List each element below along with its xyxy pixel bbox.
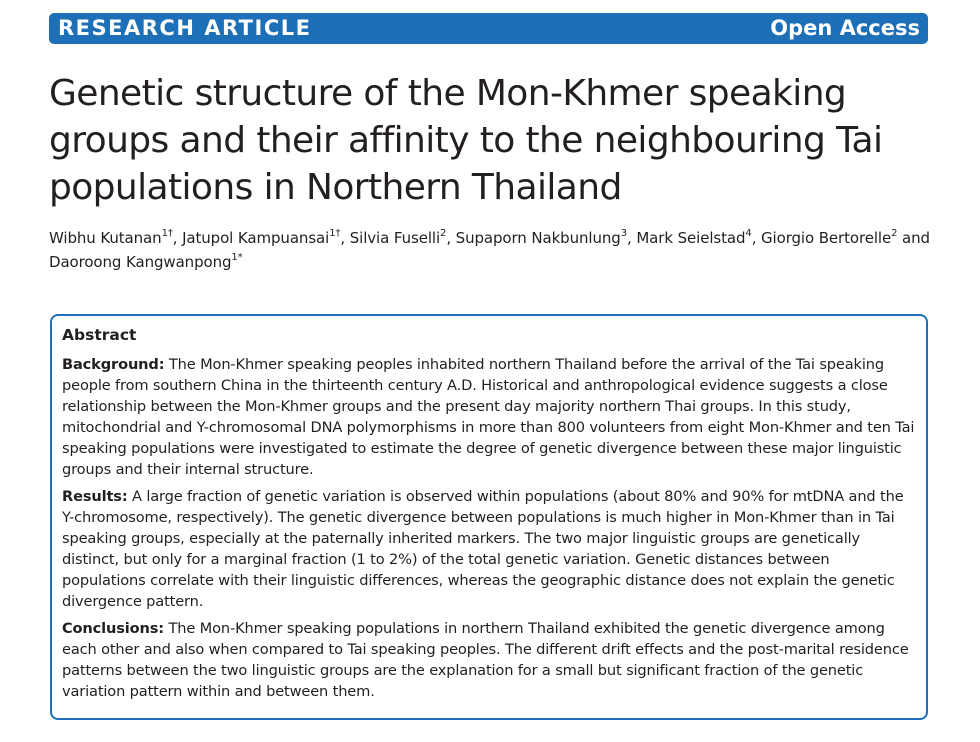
author-name: Wibhu Kutanan — [49, 229, 162, 247]
author-name: Supaporn Nakbunlung — [455, 229, 621, 247]
author[interactable] — [49, 229, 173, 247]
author-name: Giorgio Bertorelle — [761, 229, 892, 247]
author-affiliation: 2 — [440, 228, 447, 239]
author-name: Jatupol Kampuansai — [182, 229, 330, 247]
author-affiliation: 1* — [231, 252, 243, 263]
background-text: The Mon-Khmer speaking peoples inhabited northern Thailand before the arrival of the Tai speaking people from southern China in the thirteenth century A.D. Historical and anthropological evidence suggests a close relationship between the Mon-Khmer groups and the present day majority northern Thai groups. In this study, mitochondrial and Y-chromosomal DNA polymorphisms in more than 800 volunteers from eight Mon-Khmer and ten Tai speaking populations were investigated to estimate the degree of genetic divergence between these major linguistic groups and their internal structure. — [62, 356, 915, 478]
author[interactable] — [456, 229, 627, 247]
article-type-label: RESEARCH ARTICLE — [58, 16, 312, 40]
background-label: Background: — [62, 356, 165, 373]
abstract-background — [62, 354, 916, 480]
author-name: Mark Seielstad — [636, 229, 746, 247]
author-affiliation: 1† — [329, 228, 341, 239]
abstract-heading: Abstract — [62, 326, 137, 344]
results-text: A large fraction of genetic variation is observed within populations (about 80% and 90% for mtDNA and the Y-chromosome, respectively). The genetic divergence between populations is much higher in Mon-Khmer than in Tai speaking groups, especially at the paternally inherited markers. The two major linguistic groups are genetically distinct, but only for a marginal fraction (1 to 2%) of the total genetic variation. Genetic distances between populations correlate with their linguistic differences, whereas the geographic distance does not explain the genetic divergence pattern. — [62, 488, 904, 610]
author-separator: , — [446, 229, 456, 247]
article-title: Genetic structure of the Mon-Khmer speaking groups and their affinity to the neighbouring Tai populations in Northern Thailand — [49, 73, 883, 208]
author[interactable] — [49, 253, 243, 271]
author-name: Daoroong Kangwanpong — [49, 253, 232, 271]
results-label: Results: — [62, 488, 128, 505]
article-type-banner — [49, 13, 928, 44]
author-affiliation: 3 — [620, 228, 627, 239]
abstract-conclusions — [62, 618, 916, 702]
author-affiliation: 4 — [745, 228, 752, 239]
author-affiliation: 2 — [891, 228, 898, 239]
author-separator: , — [751, 229, 762, 247]
author-list — [49, 226, 934, 274]
author[interactable] — [761, 229, 897, 247]
author-separator: , — [340, 229, 350, 247]
author-separator: and — [897, 229, 930, 247]
conclusions-text: The Mon-Khmer speaking populations in northern Thailand exhibited the genetic divergence among each other and also when compared to Tai speaking peoples. The different drift effects and the post-marital residence patterns between the two linguistic groups are the explanation for a small but significant fraction of the genetic variation pattern within and between them. — [62, 620, 909, 700]
author-affiliation: 1† — [161, 228, 173, 239]
author-name: Silvia Fuselli — [349, 229, 441, 247]
author[interactable] — [182, 229, 340, 247]
abstract-box — [50, 314, 928, 720]
author-separator: , — [626, 229, 637, 247]
open-access-label: Open Access — [770, 16, 920, 40]
conclusions-label: Conclusions: — [62, 620, 164, 637]
author-separator: , — [172, 229, 183, 247]
author[interactable] — [636, 229, 751, 247]
abstract-results — [62, 486, 916, 612]
author[interactable] — [350, 229, 447, 247]
